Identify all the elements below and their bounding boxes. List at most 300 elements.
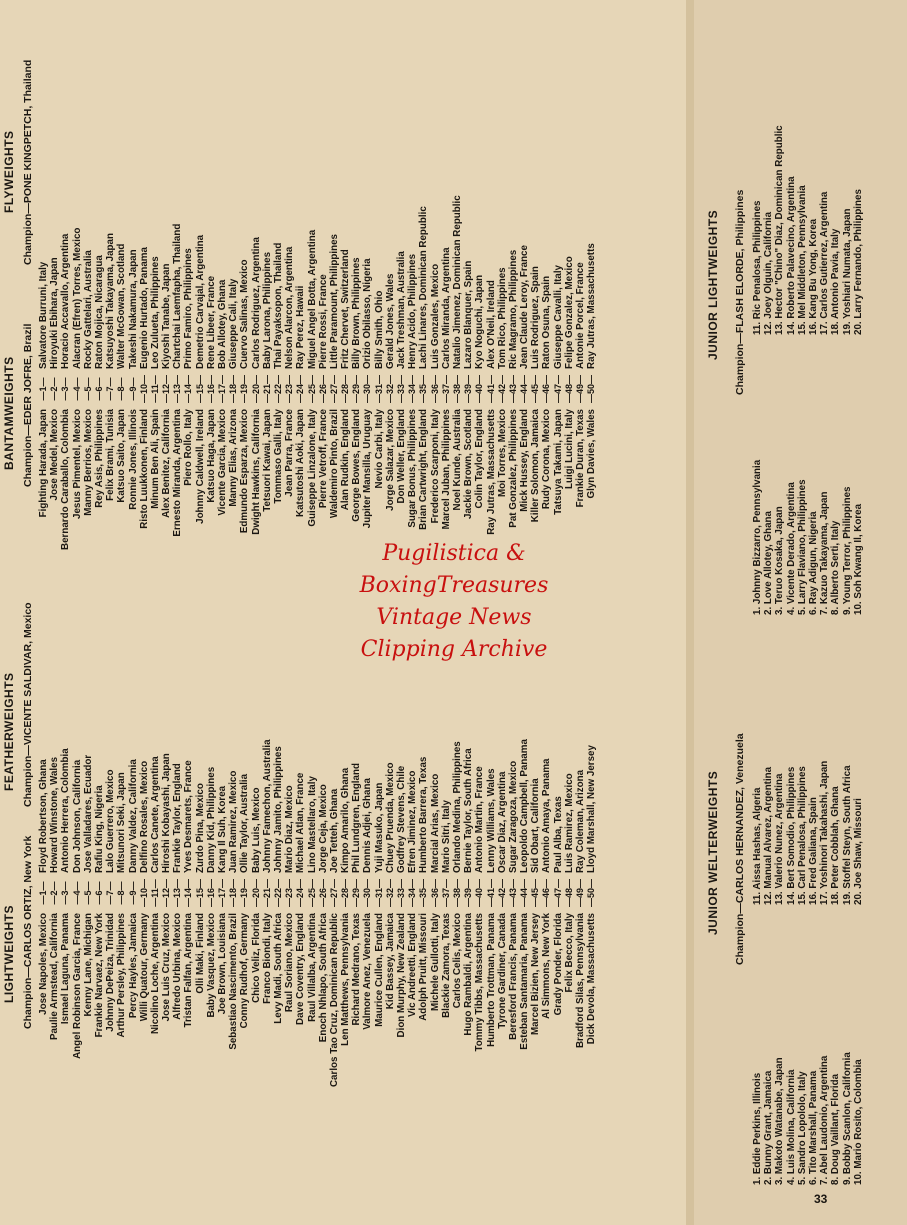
featherweights-heading: FEATHERWEIGHTS [2,672,16,791]
junior_lightweights-entry: 9. Young Terror, Philippines [841,486,853,615]
featherweights-name: Lenny Williams, Wales [485,768,497,873]
lightweights-name: Enoch Nhlapo, South Africa [317,913,329,1043]
bantamweight-flyweight-rankings [38,139,597,579]
bantamweights-name: Jose Medel, Mexico [49,409,61,501]
watermark-line-2: BoxingTreasures [359,573,549,598]
rank-number: —16— [205,879,216,908]
lightweights-name: Len Matthews, Pennsylvania [340,913,352,1046]
junior_lightweights-entry: 20. Larry Fernando, Philippines [852,189,864,335]
featherweights-name: Zurdo Pina, Mexico [194,783,206,873]
featherweights-name: Humberto Barrera, Texas [418,756,430,873]
flyweights-name: Natalio Jimenez, Dominican Republic [451,195,463,369]
ranking-row [172,139,183,579]
flyweights-name: Cuervo Salinas, Mexico [239,259,251,369]
ranking-row [407,673,418,1113]
flyweights-name: Antonie Porcel, France [575,262,586,369]
ranking-row [284,139,295,579]
bantamweights-name: Don Weller, England [396,409,407,504]
lightweights-name: Humberto Trottman, Panama [485,913,497,1047]
flyweights-name: Jack Treshman, Australia [396,251,407,369]
ranking-row [374,139,385,579]
featherweights-name: Hiroshi Kobayashi, Japan [161,753,173,873]
junior_welterweights-entry: 5. Sandro Lopololo, Italy [796,1071,808,1185]
rank-number: —33— [396,879,406,908]
ranking-row [116,673,127,1113]
ranking-row [161,673,172,1113]
rank-number: —22— [272,879,283,908]
lightweights-name: Joe Brown, Louisiana [217,913,228,1015]
bantamweights-name: Brian Cartwright, England [418,409,430,530]
featherweights-name: Kimpo Amarilo, Ghana [340,767,352,873]
lightweights-name: Angel Robinson Garcia, France [71,913,83,1059]
ranking-row [262,673,273,1113]
rank-number: —7— [105,377,116,401]
rank-number: —23— [284,879,295,908]
ranking-row [329,673,340,1113]
junior_welterweights-entry: 8. Doug Vaillant, Florida [830,1073,842,1185]
junior_welterweights-entry: 10. Mario Rosito, Colombia [852,1059,864,1185]
lightweights-name: Tommy Tibbs, Massachusetts [474,913,486,1052]
rank-number: —10— [138,375,149,404]
bantamweights-name: Alex Benitez, California [161,409,173,518]
featherweights-name: Carlos Canete, Argentina [149,756,161,873]
ranking-row [486,673,497,1113]
rank-number: —38— [451,375,462,404]
bantamweights-name: Frankie Duran, Texas [575,409,586,508]
rank-number: —43— [507,375,518,404]
ranking-row [239,139,250,579]
flyweights-name: Lazaro Blanquer, Spain [463,260,475,369]
flyweights-name: Carlos Rodriguez, Argentina [250,237,262,369]
ranking-row [94,139,105,579]
ranking-row [116,139,127,579]
rank-number: —30— [362,375,373,404]
rank-number: —46— [541,375,552,404]
rank-number: —14— [183,375,194,404]
flyweights-name: Baby Larona, Philippines [261,251,273,369]
ranking-row [183,139,194,579]
ranking-row [508,673,519,1113]
rank-number: —35— [418,879,429,908]
rank-number: —25— [306,375,317,404]
rank-number: —50— [586,375,597,404]
rank-number: —47— [552,879,563,908]
bantamweights-heading: BANTAMWEIGHTS [2,356,16,470]
rank-number: —21— [261,375,272,404]
junior_welterweights-entry: 16. Fred Galiana, Spain [807,797,819,905]
ranking-row [418,139,429,579]
lightweights-name: Dick Devola, Massachusetts [586,913,598,1045]
flyweights-name: Takeshi Nakamura, Japan [127,249,139,369]
bantamweights-name: Johnny Caldwell, Ireland [194,409,206,524]
ranking-row [128,673,139,1113]
ranking-row [396,139,407,579]
bantamweights-name: Mick Hussey, England [519,409,531,512]
junior-lightweights-list-1 [752,460,864,615]
flyweights-name: Gerald Jones, Wales [384,273,396,369]
flyweights-name: Fritz Chervet, Switzerland [340,249,352,369]
watermark-line-1: Pugilistica & [382,541,526,566]
rank-number: —16— [205,375,216,404]
lightweights-name: Valmore Anez, Venezuela [362,913,374,1030]
rank-number: —18— [228,375,239,404]
ranking-row [49,673,60,1113]
rank-number: —34— [407,375,418,404]
ranking-row [497,673,508,1113]
lightweights-name: Paulie Armstead, California [49,913,61,1041]
junior-lightweights-list-2 [752,125,864,335]
ranking-row [172,673,183,1113]
featherweights-name: Jorge Ceja, Mexico [317,784,329,873]
junior_welterweights-entry: 1. Eddie Perkins, Illinois [752,1072,763,1185]
featherweights-name: Juan Ramirez, Mexico [228,770,240,873]
lightweights-name: Willi Quatour, Germany [138,913,150,1022]
junior_welterweights-entry: 18. Peter Cobblah, Ghana [830,786,842,905]
ranking-row [508,139,519,579]
rank-number: —36— [429,879,440,908]
junior_lightweights-entry: 18. Antonio Pavia, Italy [830,228,842,335]
bantamweights-name: Jackie Brown, Scotland [463,409,475,519]
ranking-row [351,673,362,1113]
ranking-row [374,673,385,1113]
lightweights-name: Franco Biondi, Italy [261,913,273,1004]
bantamweights-name: Pierre Vetroff, France [317,409,329,509]
bantamweights-name: Rudy Corona, Mexico [541,409,553,510]
rank-number: —30— [362,879,373,908]
lightweights-name: Marcel Bizien, New Jersey [530,913,542,1035]
flyweights-name: Carlos Miranda, Argentina [440,247,452,369]
flyweights-name: Primo Famiro, Philippines [183,248,195,369]
rank-number: —7— [105,881,116,905]
rank-number: —19— [239,879,250,908]
ranking-row [519,673,530,1113]
featherweights-name: Yuji Masuko, Japan [373,782,385,873]
bantamweights-name: Waldemiro Pinto, Brazil [328,409,340,519]
ranking-row [541,673,552,1113]
junior_welterweights-entry: 12. Manual Alvarez, Argentina [763,766,775,905]
rank-number: —4— [71,881,82,905]
ranking-row [94,673,105,1113]
rank-number: —32— [384,375,395,404]
junior_welterweights-entry: 13. Valerio Nunez, Argentina [774,773,786,905]
rank-number: —18— [228,879,239,908]
bantamweights-name: Felix Brami, Tunisia [105,409,117,501]
bantamweights-name: Pat Gonzalez, Philippines [507,409,519,528]
junior_lightweights-entry: 6. Ray Adigun, Nigeria [807,511,819,615]
flyweights-name: Giuseppe Cali, Italy [228,278,240,369]
rank-number: —39— [463,879,474,908]
ranking-row [575,139,586,579]
bantamweights-name: Glyn Davies, Wales [586,409,598,499]
ranking-row [105,139,116,579]
bantamweights-name: Tatsuya Takami, Japan [552,409,564,515]
rank-number: —45— [530,879,541,908]
ranking-row [553,673,564,1113]
rank-number: —49— [575,879,585,908]
ranking-row [217,139,228,579]
ranking-row [430,673,441,1113]
junior_welterweights-entry: 6. Tito Marshall, Panama [807,1070,819,1185]
lightweights-name: Kenny Lane, Michigan [82,913,94,1017]
rank-number: —9— [127,377,138,401]
bantamweights-name: Fighting Harada, Japan [38,409,49,518]
flyweights-name: Luis Rodriguez, Spain [530,266,542,369]
bantamweights-name: Katsutoshi Aoki, Japan [295,409,307,517]
rank-number: —39— [463,375,474,404]
rank-number: —8— [116,377,127,401]
rank-number: —31— [373,375,384,404]
featherweights-name: Phil Lundgren, England [351,763,363,873]
flyweights-name: Billy Smith, Ohio [373,290,385,369]
bantamweights-name: Bernardo Caraballo, Colombia [60,409,72,550]
lightweights-name: Arthur Persley, Philippines [116,913,128,1038]
junior-lightweights-heading: JUNIOR LIGHTWEIGHTS [706,209,720,360]
ranking-row [362,673,373,1113]
rank-number: —41— [485,879,496,908]
ranking-row [139,673,150,1113]
rank-number: —17— [217,375,227,404]
ranking-row [161,139,172,579]
lightweights-name: Tristan Falfan, Argentina [183,913,195,1028]
junior_lightweights-entry: 15. Mel Middleton, Pennsylvania [796,185,808,335]
lightweights-name: Ismael Laguna, Panama [60,913,72,1025]
featherweights-name: Floyd Robertson, Ghana [38,759,49,873]
junior_lightweights-entry: 3. Teruo Kosaka, Japan [774,506,786,615]
rank-number: —19— [239,375,250,404]
junior_lightweights-entry: 4. Vicente Derado, Argentina [785,482,797,615]
junior_lightweights-entry: 8. Alberto Serti, Italy [830,520,842,615]
ranking-row [463,673,474,1113]
ranking-row [452,673,463,1113]
rank-number: —15— [194,375,205,404]
ranking-row [307,139,318,579]
junior_welterweights-entry: 15. Carl Penalosa, Philippines [796,766,808,905]
featherweights-name: Rafiu King, Nigeria [93,785,105,873]
junior_welterweights-entry: 2. Bunny Grant, Jamaica [763,1070,775,1185]
featherweights-name: Sid Obart, California [530,778,542,873]
rank-number: —31— [373,879,384,908]
flyweights-name: Jean Claude Leroy, France [519,245,531,369]
bantamweights-name: Risto Luukkonen, Finland [138,409,150,529]
flyweights-name: Miguel Angel Botta, Argentina [306,229,318,369]
flyweights-name: Hiroyuki Ebihara, Japan [49,257,61,369]
featherweights-name: Godfrey Stevens, Chile [396,765,407,873]
flyweights-name: Salvatore Burruni, Italy [38,261,49,369]
featherweights-name: Yves Desmarets, France [183,760,195,873]
rank-number: —15— [194,879,205,908]
ranking-row [38,139,49,579]
ranking-row [519,139,530,579]
lightweights-name: Michele Gullotti, Italy [429,913,441,1011]
ranking-row [49,139,60,579]
junior_welterweights-entry: 7. Abel Laudonio, Argentina [819,1055,831,1185]
flyweights-name: Leo Zulueta, Philippines [149,256,161,369]
featherweights-name: Leopoldo Campbell, Panama [519,739,531,873]
ranking-row [72,139,83,579]
ranking-row [228,139,239,579]
featherweights-name: Lalo Guerrero, Mexico [105,769,117,873]
ranking-row [340,673,351,1113]
rank-number: —5— [82,881,93,905]
ranking-row [38,673,49,1113]
rank-number: —23— [284,375,295,404]
rank-number: —50— [586,879,597,908]
junior_lightweights-entry: 19. Yoshiari Numata, Japan [841,208,853,335]
flyweights-name: Little Paramount, Philippines [328,234,340,369]
rank-number: —12— [161,375,172,404]
featherweights-name: Howard Winstone, Wales [49,756,61,873]
featherweights-name: Danny Valdez, California [127,759,139,873]
rank-number: —20— [250,375,261,404]
bantamweights-name: Jupiter Mansilla, Uruguay [362,409,374,529]
rank-number: —12— [161,879,172,908]
rank-number: —10— [138,879,149,908]
rank-number: —48— [563,879,574,908]
junior_lightweights-entry: 13. Hector "Chino" Diaz, Dominican Republic [774,125,786,335]
bantamweights-name: Vicente Garcia, Mexico [217,409,228,516]
rank-number: —46— [541,879,552,908]
ranking-row [228,673,239,1113]
lightweights-name: Olli Maki, Finland [194,913,206,994]
bantamweights-name: Edmundo Esparza, Mexico [239,409,251,534]
rank-number: —17— [217,879,227,908]
featherweights-name: Baby Luis, Mexico [250,787,262,873]
lightweights-name: Al Simmons, New York [541,913,553,1019]
lightweights-name: Grady Ponder, Florida [552,913,564,1016]
featherweights-name: Paul Alba, Texas [552,796,564,873]
lightweights-name: Percy Hayles, Jamaica [127,913,139,1019]
flyweights-champion: Champion—PONE KINGPETCH, Thailand [22,59,34,265]
flyweights-name: Nelson Alarcon, Argentina [284,246,296,369]
rank-number: —22— [272,375,283,404]
lightweights-name: Hugo Rambaldi, Argentina [463,913,475,1036]
bantamweights-name: Ernesto Miranda, Argentina [172,409,184,537]
featherweights-name: Mario Sitri, Italy [440,800,452,873]
featherweights-name: Mario Diaz, Mexico [284,785,296,873]
junior-welterweights-heading: JUNIOR WELTERWEIGHTS [706,770,720,935]
bantamweights-name: Katsuo Haga, Japan [205,409,217,503]
ranking-row [418,673,429,1113]
flyweights-name: Lachi Linares, Dominican Republic [418,206,430,369]
featherweights-name: Antonio Herrera, Colombia [60,748,72,873]
flyweights-name: Ray Jutras, Massachusetts [586,243,598,369]
lightweights-name: Baby Vasquez, Mexico [205,913,217,1018]
lightweights-name: Richard Medrano, Texas [351,913,363,1026]
flyweights-name: Felipe Gonzalez, Mexico [563,256,575,369]
junior-welterweights-list-2 [752,761,864,905]
ranking-row [273,139,284,579]
lightweights-name: Levy Madi, South Africa [272,913,284,1024]
rank-number: —41— [485,375,496,404]
lightweights-heading: LIGHTWEIGHTS [2,905,16,1003]
ranking-row [553,139,564,579]
rank-number: —24— [295,375,306,404]
bantamweights-name: George Bowes, England [351,409,363,522]
rank-number: —36— [429,375,440,404]
junior-welterweights-list-1 [752,1052,864,1185]
flyweights-name: Ray Perez, Hawaii [295,285,307,369]
junior_welterweights-entry: 14. Bert Somodio, Philippines [785,766,797,905]
lightweights-name: Bradford Silas, Pennsylvania [575,913,586,1049]
junior_lightweights-entry: 5. Larry Flaviano, Philippines [796,479,808,615]
ranking-row [407,139,418,579]
featherweights-name: Danny Kid, Philippines [205,766,217,873]
rank-number: —26— [317,879,328,908]
ranking-row [295,673,306,1113]
bantamweights-name: Dwight Hawkins, California [250,409,262,535]
lightweights-name: Esteban Santamaria, Panama [519,913,531,1050]
flyweights-heading: FLYWEIGHTS [2,130,16,213]
bantamweights-name: Luigi Lucini, Italy [563,409,575,490]
bantamweights-name: Tommaso Galli, Italy [272,409,284,504]
ranking-row [530,139,541,579]
lightweights-name: Frankie Narvaez, New York [93,913,105,1038]
rank-number: —1— [38,377,48,401]
junior_lightweights-entry: 12. Joey Olguin, California [763,211,775,335]
junior_lightweights-entry: 1. Johnny Bizzarro, Pennsylvania [752,459,763,615]
bantamweights-name: Ronnie Jones, Illinois [127,409,139,510]
bantamweights-name: Minum Ben Ali, Spain [149,409,161,509]
bantamweights-name: Killer Solomon, Jamaica [530,409,542,523]
rank-number: —3— [60,881,71,905]
flyweights-name: Thai Payaksopon, Thailand [272,242,284,369]
rank-number: —13— [172,375,183,404]
bantamweights-name: Manny Elias, Arizona [228,409,240,507]
flyweights-name: Bob Allotey, Ghana [217,279,228,369]
ranking-row [564,139,575,579]
bantamweights-name: Nevio Carbi, Italy [373,409,385,489]
lightweights-name: Vic Andreetti, England [407,913,419,1017]
flyweights-name: Alacran (Efren) Torres, Mexico [71,227,83,369]
featherweights-name: Michael Atlan, France [295,772,307,873]
ranking-row [195,673,206,1113]
flyweights-name: Kyo Noguchi, Japan [474,274,486,369]
lightweights-name: Chico Veliz, Florida [250,913,262,1003]
bantamweights-name: Sugar Bonus, Philippines [407,409,419,528]
featherweights-name: Ollie Taylor, Australia [239,773,251,873]
featherweights-name: Sugar Zaragoza, Mexico [507,760,519,873]
ranking-row [217,673,228,1113]
lightweights-name: Carlos Celis, Mexico [451,913,463,1009]
featherweights-name: Dennis Adjei, Ghana [362,778,374,873]
ranking-row [60,673,71,1113]
rank-number: —9— [127,881,138,905]
lightweights-name: Raul Soriano, Mexico [284,913,296,1013]
junior_welterweights-entry: 9. Bobby Scanlon, California [841,1052,853,1185]
junior_welterweights-entry: 3. Makoto Watanabe, Japan [774,1057,786,1185]
rank-number: —29— [351,375,362,404]
rank-number: —43— [507,879,518,908]
rank-number: —49— [575,375,585,404]
junior_lightweights-entry: 17. Carlos Gutierrez, Argentina [819,191,831,335]
junior_welterweights-entry: 4. Luis Molina, California [785,1069,797,1185]
ranking-row [441,139,452,579]
ranking-row [284,673,295,1113]
ranking-row [575,673,586,1113]
rank-number: —28— [340,879,351,908]
ranking-row [251,673,262,1113]
lightweights-name: Maurice Cullen, England [373,913,385,1027]
ranking-row [497,139,508,579]
rank-number: —2— [49,377,60,401]
rank-number: —42— [496,879,507,908]
rank-number: —3— [60,377,71,401]
ranking-row [105,673,116,1113]
rank-number: —42— [496,375,507,404]
bantamweights-name: Tetsuori Kawai, Japan [261,409,273,512]
bantamweights-name: Marcel Juban, Philippines [440,409,452,530]
rank-number: —14— [183,879,194,908]
